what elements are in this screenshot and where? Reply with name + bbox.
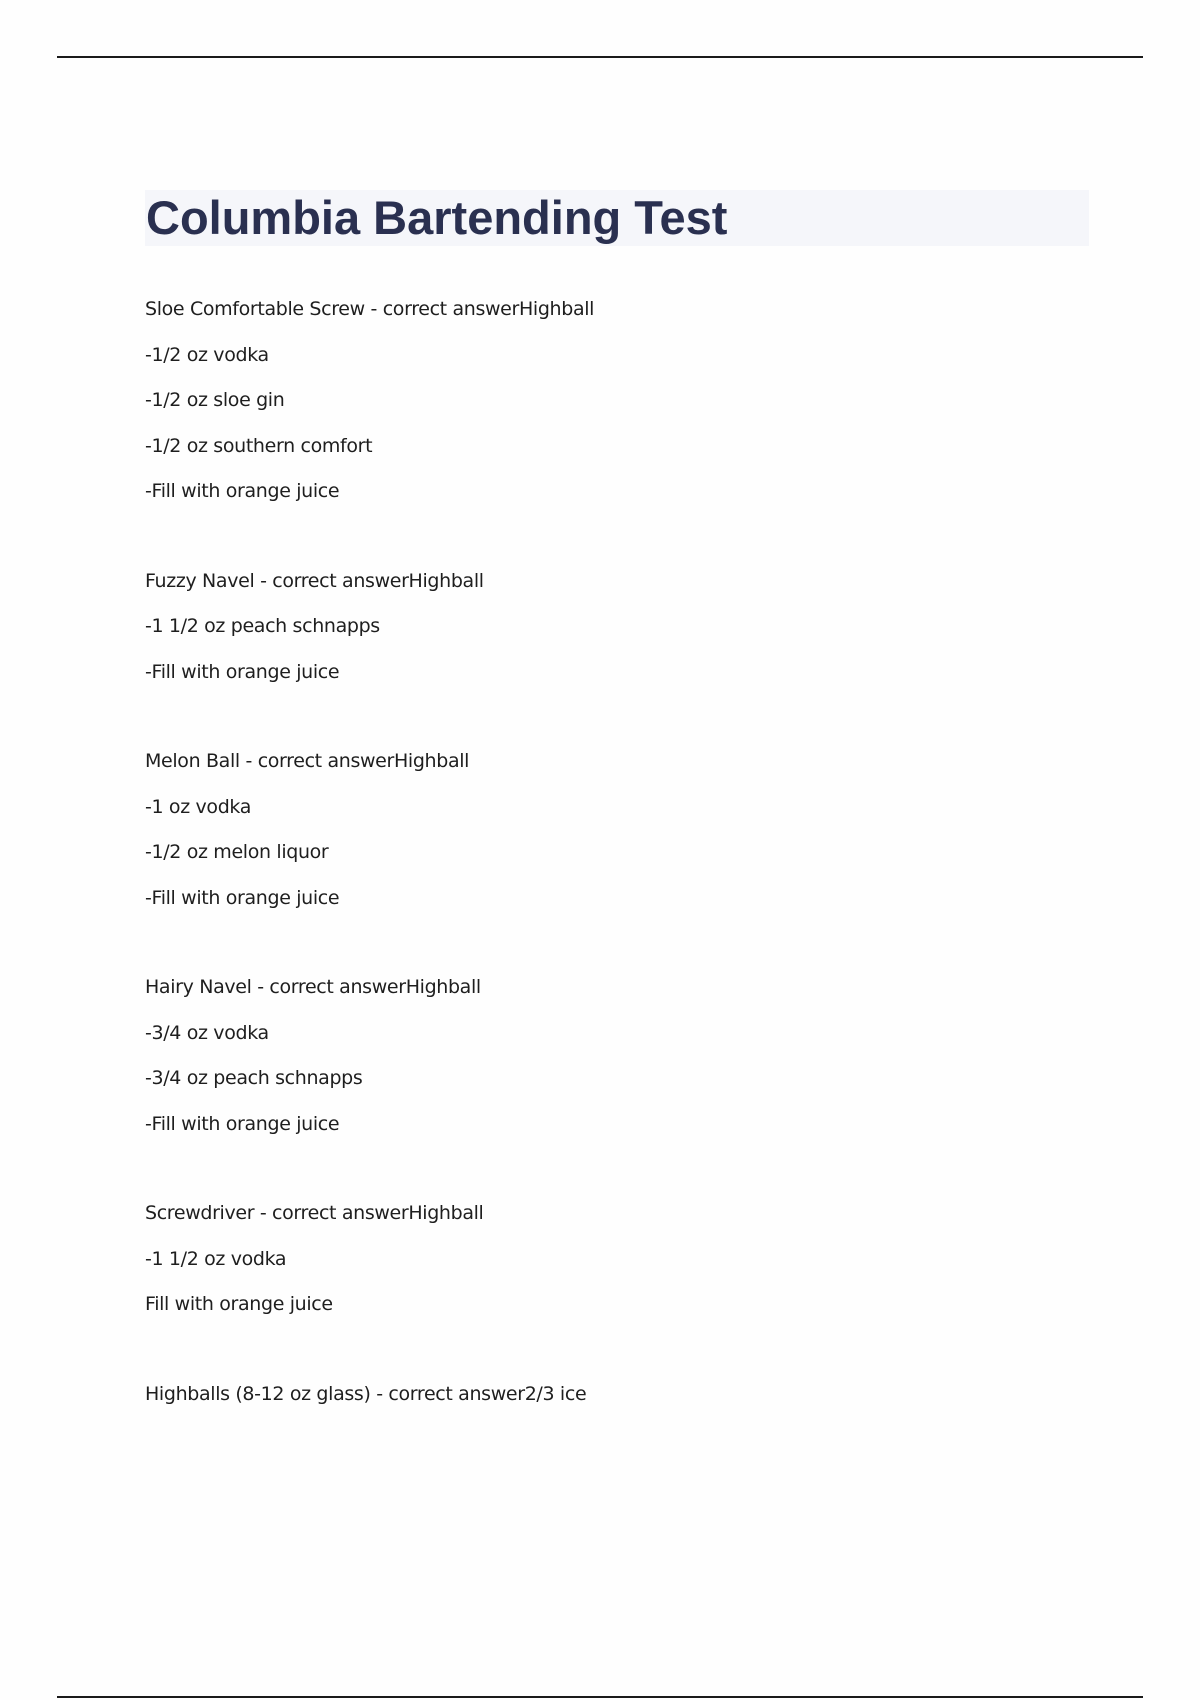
flashcard-entry <box>145 287 1085 515</box>
answer-line: -1/2 oz vodka <box>145 343 269 366</box>
answer-line: -1/2 oz sloe gin <box>145 389 285 411</box>
document-title: Columbia Bartending Test <box>146 191 728 244</box>
question-line: Sloe Comfortable Screw - correct answerHighball <box>145 298 595 320</box>
question-line: Fuzzy Navel - correct answerHighball <box>145 569 484 592</box>
answer-line: -3/4 oz vodka <box>145 1021 269 1044</box>
question-line: Highballs (8-12 oz glass) - correct answer2/3 ice <box>145 1382 587 1405</box>
answer-line: -Fill with orange juice <box>145 1112 340 1135</box>
question-line: Hairy Navel - correct answerHighball <box>145 976 481 998</box>
answer-line: -Fill with orange juice <box>145 480 340 502</box>
flashcard-entry <box>145 739 1085 921</box>
document-body <box>145 287 1085 1461</box>
answer-line: -1 1/2 oz peach schnapps <box>145 615 380 637</box>
flashcard-entry <box>145 559 1085 696</box>
answer-line: -1/2 oz melon liquor <box>145 841 329 863</box>
answer-line: -1/2 oz southern comfort <box>145 434 373 457</box>
header-rule <box>57 56 1143 58</box>
flashcard-entry <box>145 1191 1085 1328</box>
flashcard-entry <box>145 965 1085 1147</box>
answer-line: -3/4 oz peach schnapps <box>145 1067 363 1089</box>
flashcard-entry <box>145 1372 1085 1418</box>
answer-line: -Fill with orange juice <box>145 660 340 683</box>
answer-line: -1 oz vodka <box>145 795 252 818</box>
answer-line: Fill with orange juice <box>145 1293 333 1315</box>
footer-rule <box>57 1696 1143 1698</box>
question-line: Screwdriver - correct answerHighball <box>145 1202 484 1224</box>
question-line: Melon Ball - correct answerHighball <box>145 750 470 772</box>
answer-line: -Fill with orange juice <box>145 886 340 909</box>
answer-line: -1 1/2 oz vodka <box>145 1247 287 1270</box>
